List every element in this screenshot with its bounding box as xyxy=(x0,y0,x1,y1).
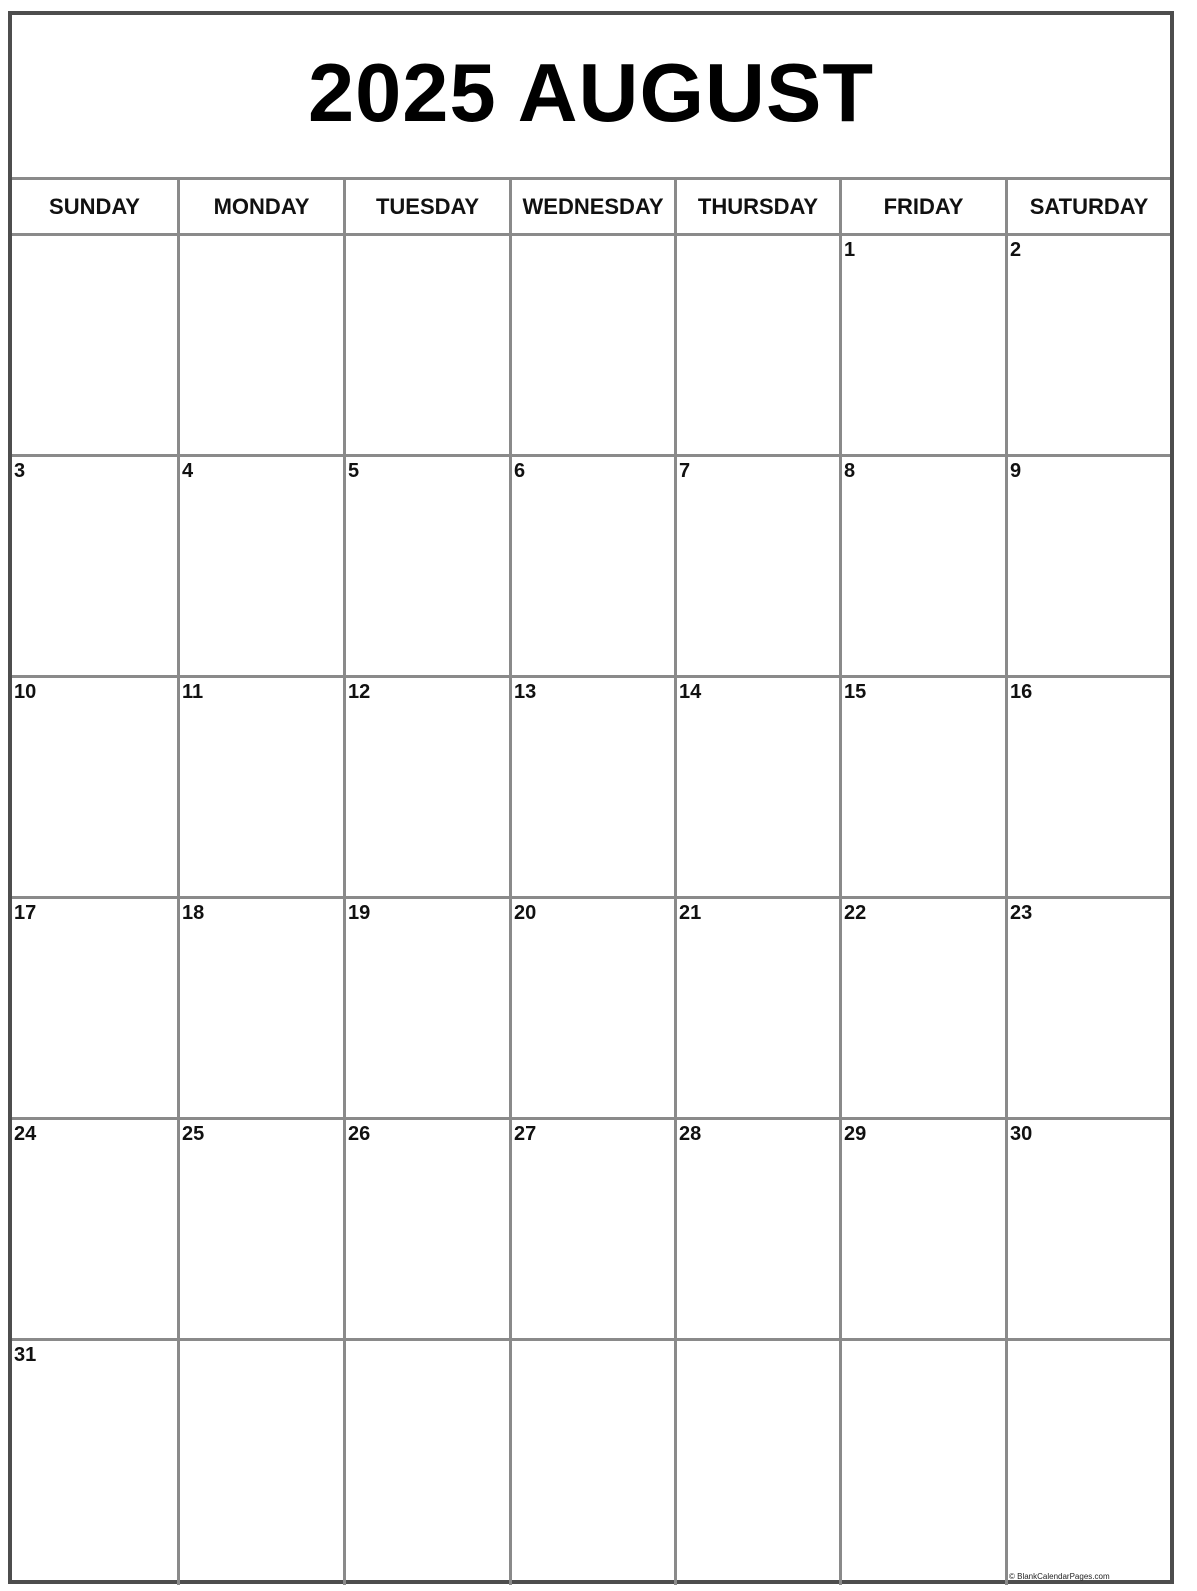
week-row-3 xyxy=(12,675,1170,896)
day-cell[interactable] xyxy=(177,457,343,675)
day-number: 4 xyxy=(182,460,194,482)
day-number: 27 xyxy=(514,1123,537,1145)
day-cell[interactable] xyxy=(674,1120,839,1338)
day-of-week-header xyxy=(12,177,1170,233)
dow-sunday: SUNDAY xyxy=(49,193,140,219)
day-number: 7 xyxy=(679,460,691,482)
day-cell[interactable] xyxy=(343,899,509,1117)
day-cell[interactable] xyxy=(1005,899,1170,1117)
day-number: 24 xyxy=(14,1123,37,1145)
day-number: 31 xyxy=(14,1344,37,1366)
day-number: 26 xyxy=(348,1123,371,1145)
day-cell[interactable] xyxy=(12,899,177,1117)
day-cell[interactable] xyxy=(839,899,1005,1117)
day-number: 30 xyxy=(1010,1123,1033,1145)
day-cell[interactable] xyxy=(839,678,1005,896)
day-number: 8 xyxy=(844,460,856,482)
day-cell[interactable] xyxy=(343,678,509,896)
day-number: 17 xyxy=(14,902,37,924)
day-number: 13 xyxy=(514,681,537,703)
day-cell[interactable] xyxy=(12,678,177,896)
day-cell[interactable] xyxy=(12,1341,177,1585)
day-cell[interactable] xyxy=(12,236,177,454)
day-number: 19 xyxy=(348,902,371,924)
dow-saturday: SATURDAY xyxy=(1005,180,1170,233)
day-cell[interactable] xyxy=(1005,678,1170,896)
day-cell[interactable] xyxy=(177,678,343,896)
day-number: 15 xyxy=(844,681,867,703)
day-cell[interactable] xyxy=(674,899,839,1117)
week-row-5 xyxy=(12,1117,1170,1338)
day-number: 10 xyxy=(14,681,37,703)
day-cell[interactable] xyxy=(674,457,839,675)
day-cell[interactable] xyxy=(509,236,674,454)
title-band xyxy=(12,15,1170,177)
day-cell[interactable] xyxy=(674,1341,839,1585)
day-cell[interactable] xyxy=(674,678,839,896)
day-number: 2 xyxy=(1010,239,1022,261)
day-number: 16 xyxy=(1010,681,1033,703)
day-cell[interactable] xyxy=(177,899,343,1117)
day-cell[interactable] xyxy=(343,1341,509,1585)
day-cell[interactable] xyxy=(509,457,674,675)
dow-monday: MONDAY xyxy=(177,180,343,233)
day-cell[interactable] xyxy=(509,1120,674,1338)
day-cell[interactable] xyxy=(343,457,509,675)
day-cell[interactable] xyxy=(12,1120,177,1338)
day-number: 20 xyxy=(514,902,537,924)
day-cell[interactable] xyxy=(177,1341,343,1585)
day-cell[interactable] xyxy=(509,899,674,1117)
day-cell[interactable] xyxy=(177,1120,343,1338)
day-number: 23 xyxy=(1010,902,1033,924)
day-cell[interactable] xyxy=(12,457,177,675)
calendar-grid xyxy=(12,177,1170,1585)
day-cell[interactable] xyxy=(839,1341,1005,1585)
day-cell[interactable] xyxy=(839,1120,1005,1338)
day-number: 1 xyxy=(844,239,856,261)
day-number: 18 xyxy=(182,902,205,924)
day-cell[interactable] xyxy=(674,236,839,454)
day-number: 28 xyxy=(679,1123,702,1145)
day-cell[interactable] xyxy=(1005,457,1170,675)
day-cell[interactable] xyxy=(839,457,1005,675)
day-number: 14 xyxy=(679,681,702,703)
day-number: 5 xyxy=(348,460,360,482)
day-cell[interactable] xyxy=(343,236,509,454)
dow-tuesday: TUESDAY xyxy=(343,180,509,233)
dow-thursday: THURSDAY xyxy=(674,180,839,233)
day-cell[interactable] xyxy=(1005,1120,1170,1338)
week-row-1 xyxy=(12,233,1170,454)
dow-friday: FRIDAY xyxy=(839,180,1005,233)
day-cell[interactable] xyxy=(343,1120,509,1338)
day-number: 9 xyxy=(1010,460,1022,482)
day-cell[interactable] xyxy=(177,236,343,454)
week-row-2 xyxy=(12,454,1170,675)
day-number: 11 xyxy=(182,681,204,703)
calendar-title: 2025 AUGUST xyxy=(307,46,875,139)
week-row-6 xyxy=(12,1338,1170,1585)
day-number: 21 xyxy=(679,902,702,924)
day-number: 3 xyxy=(14,460,26,482)
calendar-frame xyxy=(8,11,1174,1584)
day-number: 29 xyxy=(844,1123,867,1145)
day-cell[interactable] xyxy=(839,236,1005,454)
day-cell[interactable] xyxy=(509,678,674,896)
day-cell[interactable] xyxy=(1005,1341,1170,1585)
day-number: 25 xyxy=(182,1123,205,1145)
dow-wednesday: WEDNESDAY xyxy=(509,180,674,233)
week-row-4 xyxy=(12,896,1170,1117)
day-number: 12 xyxy=(348,681,371,703)
day-cell[interactable] xyxy=(509,1341,674,1585)
day-cell[interactable] xyxy=(1005,236,1170,454)
day-number: 6 xyxy=(514,460,526,482)
copyright-credit: © BlankCalendarPages.com xyxy=(1009,1572,1110,1581)
day-number: 22 xyxy=(844,902,867,924)
